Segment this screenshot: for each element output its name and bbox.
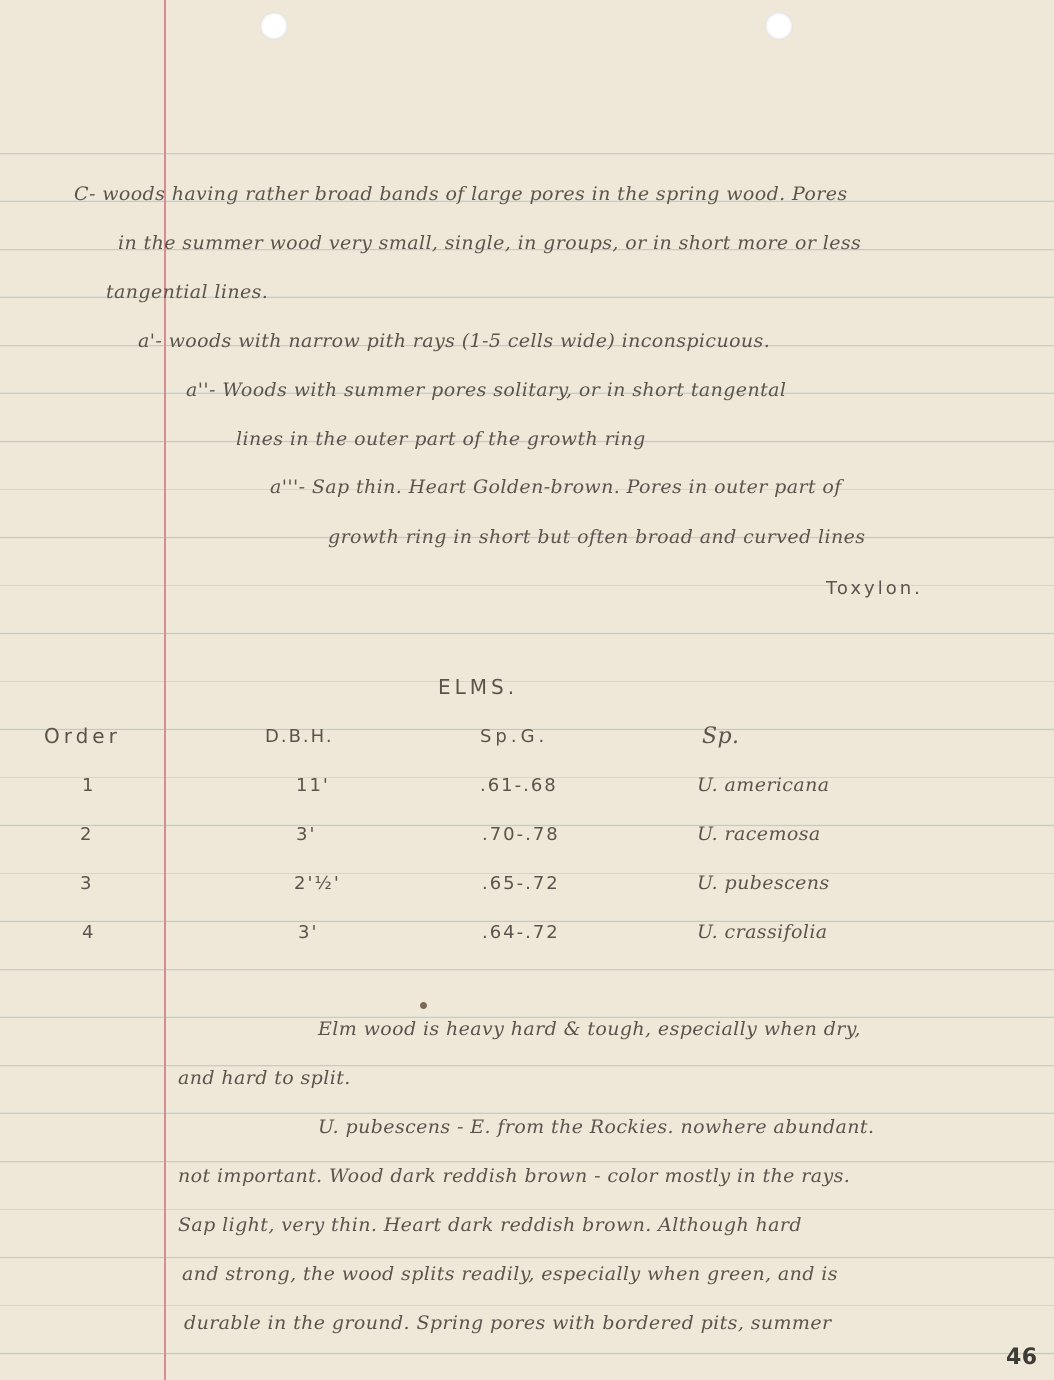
row-2-dbh: 3' bbox=[296, 824, 317, 845]
pubescens-line-5: durable in the ground. Spring pores with bordered pits, summer bbox=[184, 1312, 832, 1334]
key-a1-line: a'- woods with narrow pith rays (1-5 cells wide) inconspicuous. bbox=[138, 330, 771, 352]
genus-toxylon: Toxylon. bbox=[826, 578, 923, 599]
pubescens-line-3: Sap light, very thin. Heart dark reddish brown. Although hard bbox=[178, 1214, 802, 1236]
row-3-dbh: 2'½' bbox=[294, 873, 341, 894]
punch-hole-right bbox=[765, 12, 793, 40]
red-margin-line bbox=[164, 0, 166, 1380]
elm-paragraph-line-2: and hard to split. bbox=[178, 1067, 351, 1089]
header-order: Order bbox=[44, 724, 121, 748]
elm-paragraph-line-1: Elm wood is heavy hard & tough, especially when dry, bbox=[318, 1018, 861, 1040]
header-sp: Sp. bbox=[702, 724, 740, 749]
row-1-order: 1 bbox=[82, 775, 96, 796]
row-1-spg: .61-.68 bbox=[480, 775, 558, 796]
row-1-dbh: 11' bbox=[296, 775, 330, 796]
key-c-line-1: C- woods having rather broad bands of large pores in the spring wood. Pores bbox=[74, 183, 848, 205]
header-dbh: D.B.H. bbox=[265, 726, 334, 747]
row-4-species: U. crassifolia bbox=[697, 921, 828, 943]
row-3-order: 3 bbox=[80, 873, 94, 894]
row-2-spg: .70-.78 bbox=[482, 824, 560, 845]
page-number: 46 bbox=[1006, 1345, 1038, 1370]
key-a2-line-1: a''- Woods with summer pores solitary, or in short tangental bbox=[186, 379, 787, 401]
key-a2-line-2: lines in the outer part of the growth ring bbox=[236, 428, 646, 450]
row-4-spg: .64-.72 bbox=[482, 922, 560, 943]
elms-table-title: ELMS. bbox=[438, 675, 519, 699]
pubescens-line-2: not important. Wood dark reddish brown - color mostly in the rays. bbox=[178, 1165, 851, 1187]
row-2-species: U. racemosa bbox=[697, 823, 821, 845]
punch-hole-left bbox=[260, 12, 288, 40]
row-1-species: U. americana bbox=[697, 774, 830, 796]
row-3-spg: .65-.72 bbox=[482, 873, 560, 894]
ink-speck bbox=[420, 1002, 427, 1009]
pubescens-line-1: U. pubescens - E. from the Rockies. nowhere abundant. bbox=[318, 1116, 875, 1138]
key-c-line-2: in the summer wood very small, single, in groups, or in short more or less bbox=[118, 232, 862, 254]
row-4-order: 4 bbox=[82, 922, 96, 943]
row-4-dbh: 3' bbox=[298, 922, 319, 943]
row-3-species: U. pubescens bbox=[697, 872, 830, 894]
key-a3-line-2: growth ring in short but often broad and curved lines bbox=[328, 526, 866, 548]
key-c-line-3: tangential lines. bbox=[106, 281, 269, 303]
row-2-order: 2 bbox=[80, 824, 94, 845]
header-sp-g: Sp.G. bbox=[480, 726, 549, 747]
key-a3-line-1: a'''- Sap thin. Heart Golden-brown. Pores in outer part of bbox=[270, 476, 842, 498]
pubescens-line-4: and strong, the wood splits readily, especially when green, and is bbox=[182, 1263, 838, 1285]
